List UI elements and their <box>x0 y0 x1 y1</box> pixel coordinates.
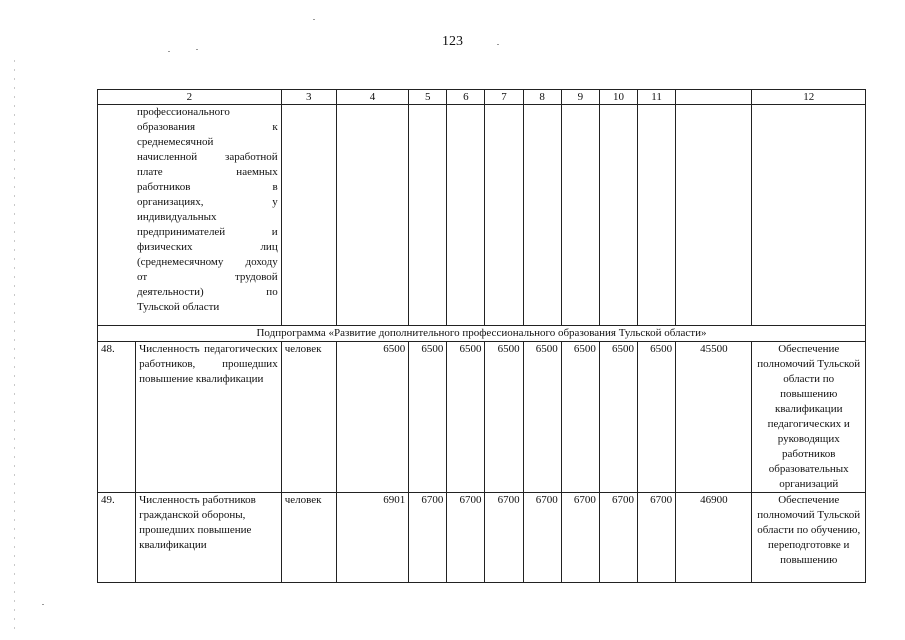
text-line: организациях, у <box>137 196 278 208</box>
header-cell: 5 <box>409 90 447 105</box>
subprogram-title: Подпрограмма «Развитие дополнительного профессионального образования Тульской области» <box>98 326 866 342</box>
total-value: 45500 <box>676 342 752 493</box>
text-line: плате наемных <box>137 166 278 178</box>
text-line: индивидуальных <box>137 211 217 223</box>
header-cell: 11 <box>638 90 676 105</box>
year-value: 6700 <box>409 493 447 583</box>
year-value: 6500 <box>523 342 561 493</box>
table-row <box>98 493 866 583</box>
continuation-name-cell <box>98 105 282 326</box>
empty-cell <box>752 105 866 326</box>
empty-cell <box>676 105 752 326</box>
header-row <box>98 90 866 105</box>
year-value: 6700 <box>523 493 561 583</box>
header-cell: 8 <box>523 90 561 105</box>
text-line: деятельности) по <box>137 286 278 298</box>
indicators-table <box>97 89 866 583</box>
text-line: работников в <box>137 181 278 193</box>
header-cell: 3 <box>281 90 336 105</box>
base-value: 6500 <box>336 342 408 493</box>
text-line: профессионального <box>137 106 230 118</box>
empty-cell <box>281 105 336 326</box>
text-line: Тульской области <box>137 301 220 313</box>
header-cell: 9 <box>561 90 599 105</box>
header-cell: 12 <box>752 90 866 105</box>
empty-cell <box>409 105 447 326</box>
subprogram-row <box>98 326 866 342</box>
unit-cell: человек <box>281 342 336 493</box>
year-value: 6500 <box>561 342 599 493</box>
header-cell: 2 <box>98 90 282 105</box>
total-value: 46900 <box>676 493 752 583</box>
year-value: 6500 <box>485 342 523 493</box>
year-value: 6700 <box>561 493 599 583</box>
text-line: от трудовой <box>137 271 278 283</box>
header-cell <box>676 90 752 105</box>
continuation-row <box>98 105 866 326</box>
scan-margin-line <box>14 60 15 630</box>
empty-cell <box>447 105 485 326</box>
empty-cell <box>485 105 523 326</box>
page-number: 123 <box>442 34 463 49</box>
row-number: 49. <box>98 493 136 583</box>
year-value: 6500 <box>599 342 637 493</box>
table-row <box>98 342 866 493</box>
year-value: 6700 <box>638 493 676 583</box>
empty-cell <box>638 105 676 326</box>
year-value: 6500 <box>409 342 447 493</box>
note-cell: Обеспечение полномочий Тульской области по повышению квалификации педагогических и руководящих работников образовательных организаций <box>752 342 866 493</box>
header-cell: 4 <box>336 90 408 105</box>
header-cell: 6 <box>447 90 485 105</box>
text-line: образования к <box>137 121 278 133</box>
empty-cell <box>561 105 599 326</box>
empty-cell <box>599 105 637 326</box>
unit-cell: человек <box>281 493 336 583</box>
year-value: 6700 <box>447 493 485 583</box>
empty-cell <box>336 105 408 326</box>
base-value: 6901 <box>336 493 408 583</box>
header-cell: 10 <box>599 90 637 105</box>
text-line: среднемесячной <box>137 136 214 148</box>
row-number: 48. <box>98 342 136 493</box>
year-value: 6500 <box>638 342 676 493</box>
empty-cell <box>523 105 561 326</box>
year-value: 6700 <box>485 493 523 583</box>
indicator-name: Численность работников гражданской обороны, прошедших повышение квалификации <box>136 493 282 583</box>
header-cell: 7 <box>485 90 523 105</box>
note-cell: Обеспечение полномочий Тульской области по обучению, переподготовке и повышению <box>752 493 866 583</box>
text-line: начисленной заработной <box>137 151 278 163</box>
indicator-name: Численность педагогических работников, прошедших повышение квалификации <box>136 342 282 493</box>
year-value: 6700 <box>599 493 637 583</box>
year-value: 6500 <box>447 342 485 493</box>
text-line: предпринимателей и <box>137 226 278 238</box>
text-line: (среднемесячному доходу <box>137 256 278 268</box>
text-line: физических лиц <box>137 241 278 253</box>
